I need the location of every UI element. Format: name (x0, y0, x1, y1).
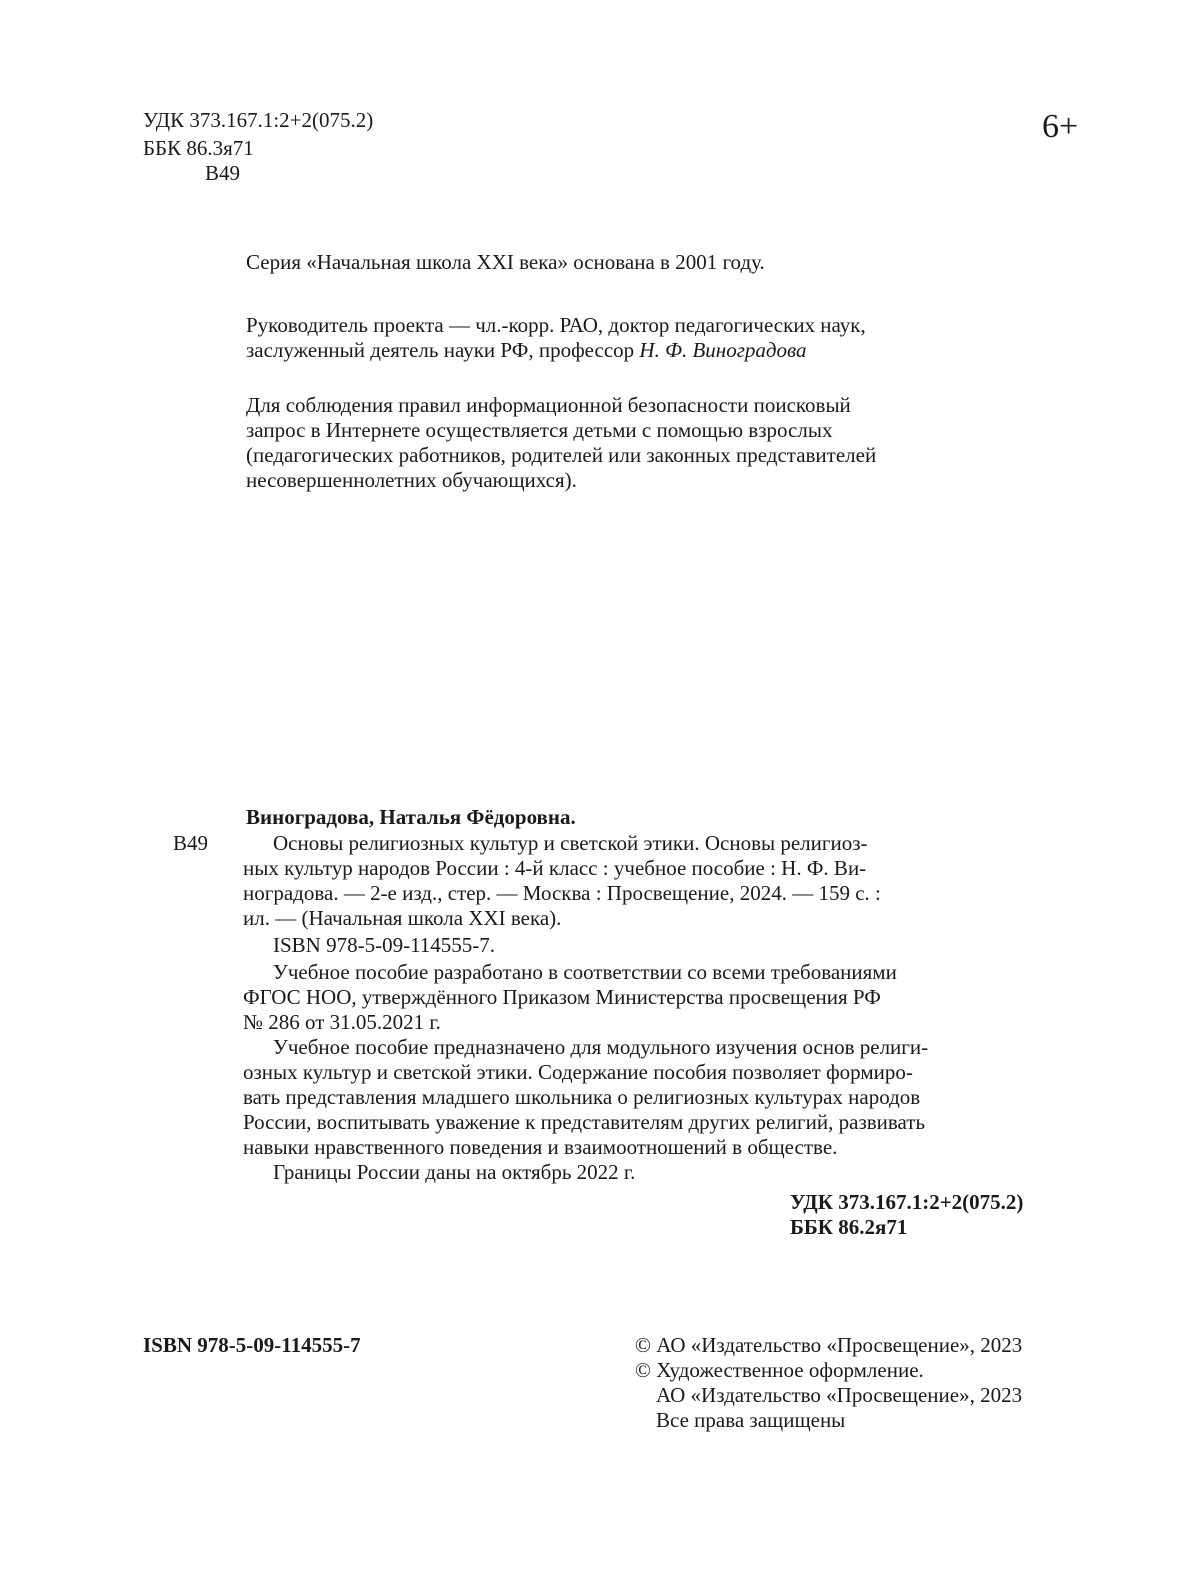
project-lead-line: Руководитель проекта — чл.-корр. РАО, доктор педагогических наук, (246, 313, 866, 337)
card-description-line: Учебное пособие предназначено для модульного изучения основ религи- (273, 1035, 929, 1059)
copyright-line: © АО «Издательство «Просвещение», 2023 (635, 1333, 1023, 1357)
copyright-line: © Художественное оформление. (635, 1358, 924, 1382)
card-requirements-line: № 286 от 31.05.2021 г. (243, 1010, 441, 1034)
card-isbn: ISBN 978-5-09-114555-7. (273, 933, 496, 957)
card-description-line: озных культур и светской этики. Содержание пособия позволяет формиро- (243, 1060, 913, 1084)
project-lead-name: Н. Ф. Виноградова (639, 338, 807, 362)
card-description-line: навыки нравственного поведения и взаимоотношений в обществе. (243, 1135, 838, 1159)
isbn-number: ISBN 978-5-09-114555-7 (143, 1333, 361, 1357)
safety-notice-line: (педагогических работников, родителей или законных представителей (246, 443, 877, 467)
project-lead-title: заслуженный деятель науки РФ, профессор (246, 338, 635, 362)
card-author-mark: В49 (173, 831, 209, 855)
card-requirements-line: ФГОС НОО, утверждённого Приказом Министерства просвещения РФ (243, 985, 881, 1009)
card-requirements-line: Учебное пособие разработано в соответствии со всеми требованиями (273, 960, 897, 984)
card-author: Виноградова, Наталья Фёдоровна. (246, 805, 576, 829)
card-description-line: вать представления младшего школьника о религиозных культурах народов (243, 1085, 921, 1109)
card-borders-note: Границы России даны на октябрь 2022 г. (273, 1160, 636, 1184)
safety-notice-line: Для соблюдения правил информационной безопасности поисковый (246, 393, 851, 417)
age-rating: 6+ (1042, 108, 1079, 145)
project-lead-line (246, 340, 807, 361)
copyright-line: АО «Издательство «Просвещение», 2023 (656, 1383, 1023, 1407)
udk-code: УДК 373.167.1:2+2(075.2) (143, 108, 374, 132)
card-udk: УДК 373.167.1:2+2(075.2) (790, 1190, 1024, 1214)
card-title-line: ноградова. — 2-е изд., стер. — Москва : Просвещение, 2024. — 159 с. : (243, 881, 881, 905)
safety-notice-line: несовершеннолетних обучающихся). (246, 468, 577, 492)
card-title-line: ил. — (Начальная школа XXI века). (243, 906, 562, 930)
bbk-code: ББК 86.3я71 (143, 136, 254, 160)
series-note: Серия «Начальная школа XXI века» основана в 2001 году. (246, 250, 765, 274)
card-title-line: Основы религиозных культур и светской этики. Основы религиоз- (273, 831, 868, 855)
copyright-line: Все права защищены (656, 1408, 846, 1432)
safety-notice-line: запрос в Интернете осуществляется детьми с помощью взрослых (246, 418, 833, 442)
card-description-line: России, воспитывать уважение к представителям других религий, развивать (243, 1110, 926, 1134)
card-title-line: ных культур народов России : 4-й класс : учебное пособие : Н. Ф. Ви- (243, 856, 867, 880)
author-mark: В49 (205, 161, 241, 185)
card-bbk: ББК 86.2я71 (790, 1215, 908, 1239)
